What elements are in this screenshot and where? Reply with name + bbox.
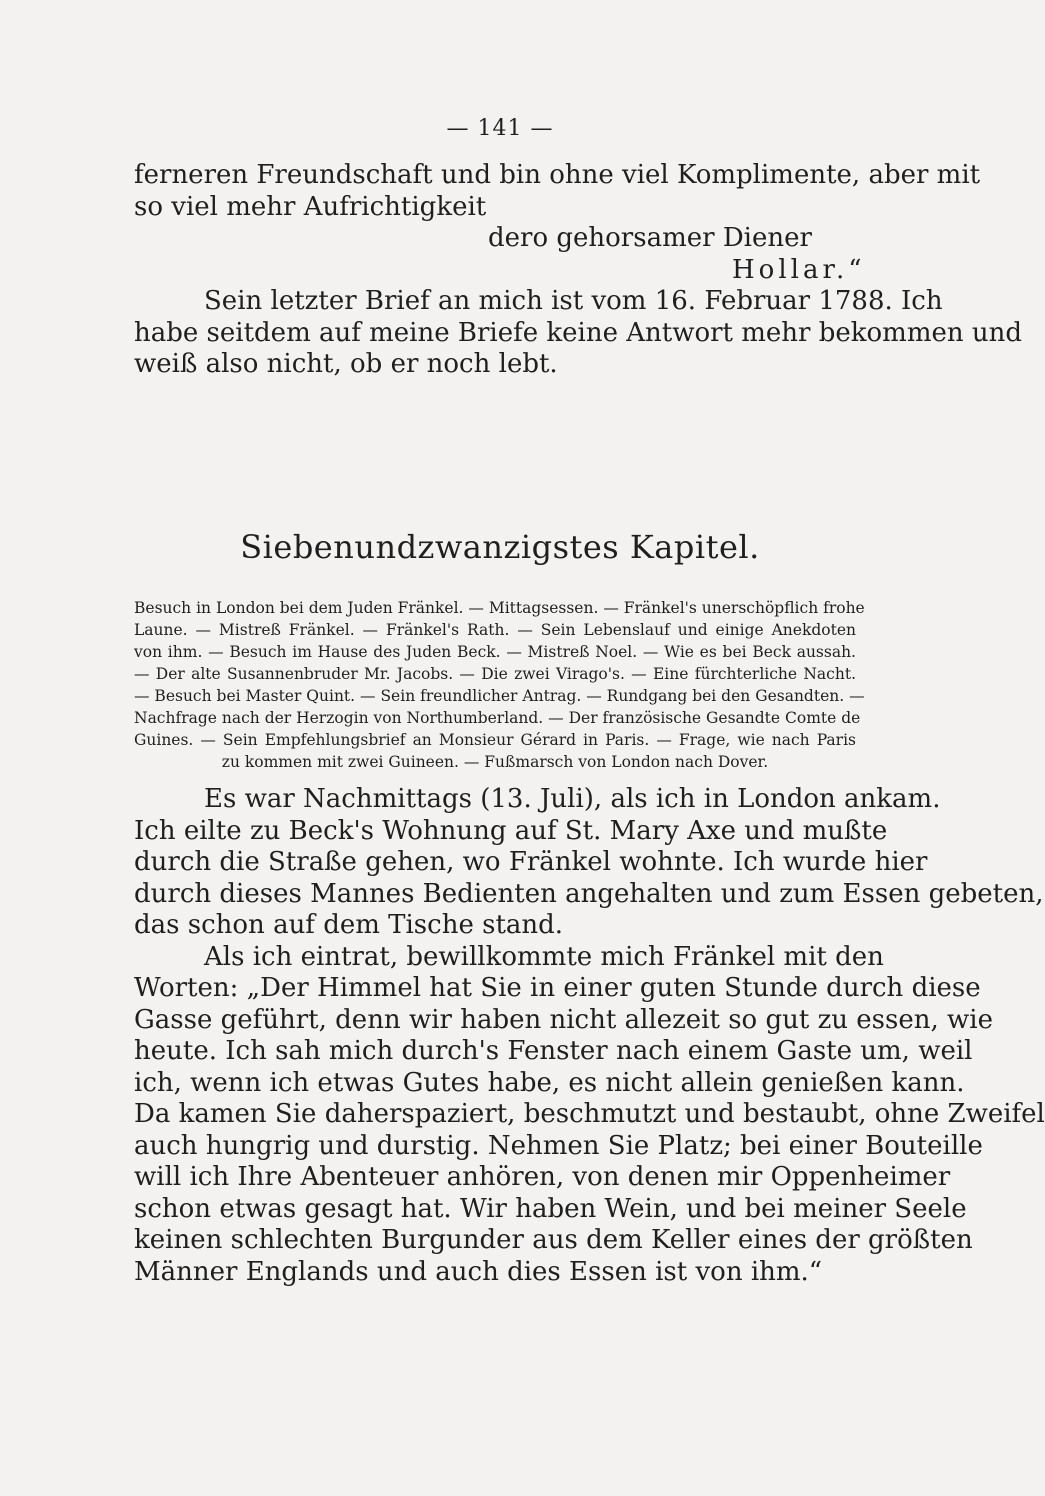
text-line: heute. Ich sah mich durch's Fenster nach einem Gaste um, weil xyxy=(134,1036,973,1066)
text-line: ferneren Freundschaft und bin ohne viel Komplimente, aber mit xyxy=(134,160,981,190)
text-line: Gasse geführt, denn wir haben nicht allezeit so gut zu essen, wie xyxy=(134,1004,993,1035)
summary-line: Besuch in London bei dem Juden Fränkel. — Mittagsessen. — Fränkel's unerschöpflich frohe xyxy=(134,599,865,617)
text-line: so viel mehr Aufrichtigkeit xyxy=(134,191,487,222)
text-line: durch die Straße gehen, wo Fränkel wohnte. Ich wurde hier xyxy=(134,847,928,877)
chapter-summary xyxy=(134,597,865,773)
text-line: weiß also nicht, ob er noch lebt. xyxy=(134,349,558,379)
text-line: auch hungrig und durstig. Nehmen Sie Platz; bei einer Bouteille xyxy=(134,1130,983,1161)
chapter-title: Siebenundzwanzigstes Kapitel. xyxy=(240,528,760,566)
summary-line: — Der alte Susannenbruder Mr. Jacobs. — Die zwei Virago's. — Eine fürchterliche Nacht. xyxy=(134,665,856,683)
letter-ending-text xyxy=(134,160,1023,381)
text-line: das schon auf dem Tische stand. xyxy=(134,910,564,940)
text-line: Männer Englands und auch dies Essen ist von ihm.“ xyxy=(134,1256,823,1287)
text-line: durch dieses Mannes Bedienten angehalten und zum Essen gebeten, xyxy=(134,878,1044,909)
text-line: will ich Ihre Abenteuer anhören, von denen mir Oppenheimer xyxy=(134,1162,951,1192)
text-line: Sein letzter Brief an mich ist vom 16. Februar 1788. Ich xyxy=(204,286,943,316)
page-number: — 141 — xyxy=(446,116,554,141)
text-line: schon etwas gesagt hat. Wir haben Wein, und bei meiner Seele xyxy=(134,1193,967,1224)
summary-line: Nachfrage nach der Herzogin von Northumberland. — Der französische Gesandte Comte de xyxy=(134,709,861,727)
text-line: keinen schlechten Burgunder aus dem Keller eines der größten xyxy=(134,1225,973,1255)
summary-line: — Besuch bei Master Quint. — Sein freundlicher Antrag. — Rundgang bei den Gesandten. — xyxy=(134,687,865,705)
text-line: Da kamen Sie daherspaziert, beschmutzt und bestaubt, ohne Zweifel xyxy=(134,1099,1045,1129)
text-line: habe seitdem auf meine Briefe keine Antwort mehr bekommen und xyxy=(134,317,1023,348)
summary-line: Laune. — Mistreß Fränkel. — Fränkel's Rath. — Sein Lebenslauf und einige Anekdoten xyxy=(134,621,856,639)
letter-signature: Hollar.“ xyxy=(732,254,866,285)
text-line: Worten: „Der Himmel hat Sie in einer guten Stunde durch diese xyxy=(134,973,981,1003)
text-line: Als ich eintrat, bewillkommte mich Fränkel mit den xyxy=(204,941,884,972)
summary-line: zu kommen mit zwei Guineen. — Fußmarsch von London nach Dover. xyxy=(221,753,769,771)
text-line: Ich eilte zu Beck's Wohnung auf St. Mary Axe und mußte xyxy=(134,815,888,846)
summary-line: von ihm. — Besuch im Hause des Juden Beck. — Mistreß Noel. — Wie es bei Beck aussah. xyxy=(134,643,856,661)
chapter-body-text xyxy=(134,784,1045,1288)
letter-closing: dero gehorsamer Diener xyxy=(488,223,812,253)
text-line: ich, wenn ich etwas Gutes habe, es nicht allein genießen kann. xyxy=(134,1067,965,1098)
text-line: Es war Nachmittags (13. Juli), als ich in London ankam. xyxy=(204,784,941,814)
summary-line: Guines. — Sein Empfehlungsbrief an Monsieur Gérard in Paris. — Frage, wie nach Paris xyxy=(134,731,856,749)
